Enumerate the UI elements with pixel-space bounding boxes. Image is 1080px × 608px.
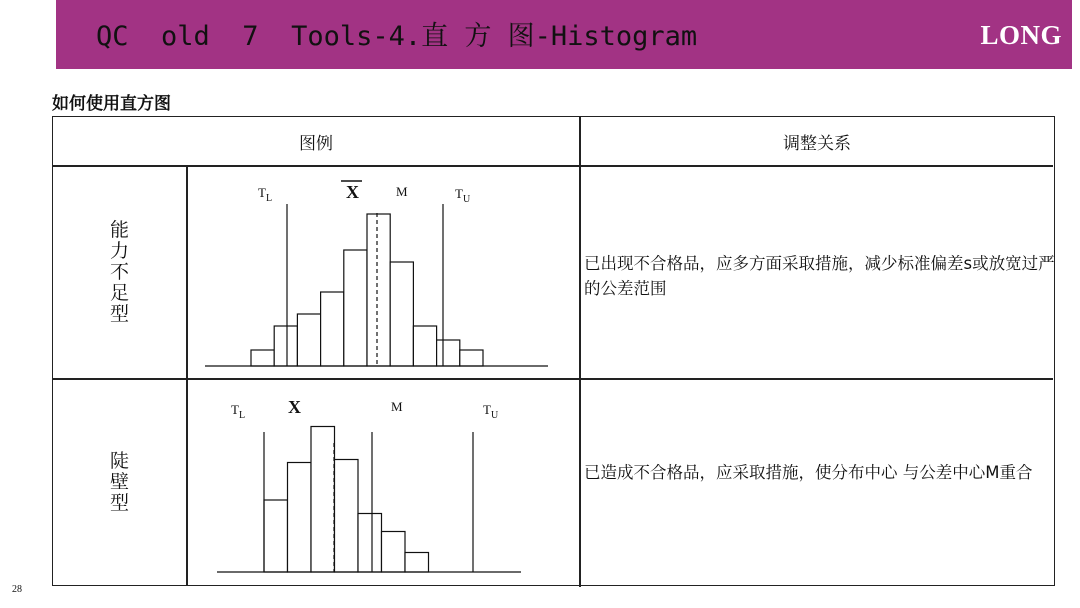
mean-label: X <box>288 397 301 417</box>
column-header-adjustment: 调整关系 <box>783 133 851 154</box>
lower-spec-label: $T_L$ <box>258 185 273 204</box>
header-bar <box>56 0 1072 69</box>
histogram-bar <box>264 500 288 572</box>
upper-spec-label: $T_U$ <box>483 402 499 421</box>
histogram-bar <box>358 514 382 573</box>
row-label-cliff: 陡壁型 <box>109 450 129 514</box>
histogram-bar <box>311 427 335 573</box>
adjustment-text-insufficient: 已出现不合格品，应多方面采取措施，减少标准偏差s或放宽过严的公差范围 <box>584 254 1055 298</box>
slide-title: QC old 7 Tools-4.直 方 图-Histogram <box>96 21 698 52</box>
histogram-bar <box>367 214 390 366</box>
column-header-example: 图例 <box>299 133 333 154</box>
histogram-bar <box>344 250 367 366</box>
histogram-svg-insufficient <box>187 167 579 377</box>
page-number: 28 <box>12 584 22 595</box>
histogram-bar <box>288 463 312 573</box>
upper-spec-label: $T_U$ <box>455 186 471 205</box>
adjustment-text-cliff: 已造成不合格品，应采取措施，使分布中心 与公差中心M重合 <box>584 463 1033 482</box>
section-heading: 如何使用直方图 <box>52 94 171 114</box>
row-label-insufficient-capability: 能力不足型 <box>109 219 129 325</box>
histogram-bar <box>274 326 297 366</box>
histogram-bar <box>321 292 344 366</box>
lower-spec-label: $T_L$ <box>231 402 246 421</box>
histogram-bar <box>382 532 406 573</box>
histogram-bar <box>405 553 429 573</box>
tolerance-center-label: M <box>391 399 403 414</box>
histogram-usage-table <box>52 116 1055 586</box>
histogram-svg-cliff <box>187 380 579 585</box>
histogram-bar <box>437 340 460 366</box>
tolerance-center-label: M <box>396 184 408 199</box>
table-column-divider <box>579 117 581 587</box>
brand-logo-text: LONG <box>980 20 1062 50</box>
histogram-diagram-insufficient <box>187 167 579 377</box>
histogram-bar <box>297 314 320 366</box>
histogram-bar <box>413 326 436 366</box>
histogram-diagram-cliff <box>187 380 579 585</box>
histogram-bar <box>335 460 359 573</box>
histogram-bar <box>390 262 413 366</box>
mean-label: X <box>346 182 359 202</box>
histogram-bar <box>251 350 274 366</box>
histogram-bar <box>460 350 483 366</box>
